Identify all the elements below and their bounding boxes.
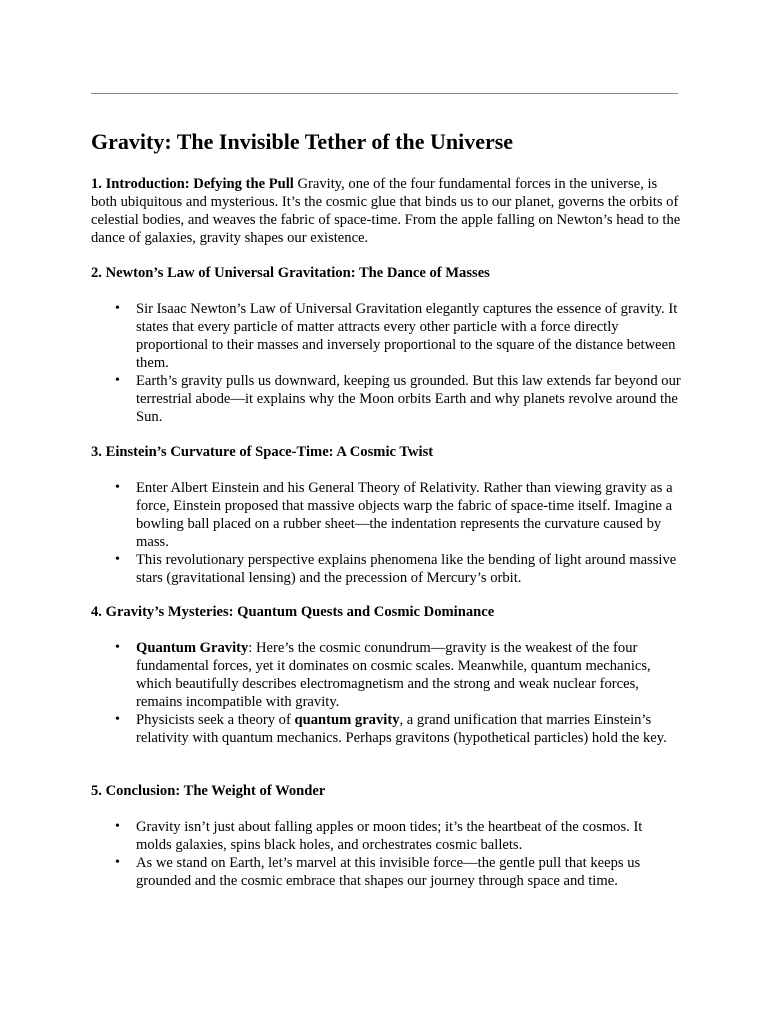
- list-item: [91, 711, 681, 747]
- intro-heading: 1. Introduction: Defying the Pull: [91, 176, 294, 192]
- intro-text: Gravity, one of the four fundamental forces in the universe, is both ubiquitous and mysterious. It’s the cosmic glue that binds us to our planet, governs the orbits of celestial bodies, and weaves the fabric of space-time. From the apple falling on Newton’s head to the dance of galaxies, gravity shapes our existence.: [91, 176, 681, 246]
- document-title: Gravity: The Invisible Tether of the Universe: [91, 129, 514, 154]
- item-text: : Here’s the cosmic conundrum—gravity is the weakest of the four fundamental forces, yet it dominates on cosmic scales. Meanwhile, quantum mechanics, which beautifully describes electromagnetism and the strong and weak nuclear forces, remains incompatible with gravity.: [136, 640, 651, 710]
- top-horizontal-rule: [91, 93, 678, 94]
- section-heading: 3. Einstein’s Curvature of Space-Time: A Cosmic Twist: [91, 444, 434, 460]
- section-heading: 4. Gravity’s Mysteries: Quantum Quests and Cosmic Dominance: [91, 604, 495, 620]
- list-item: • Earth’s gravity pulls us downward, keeping us grounded. But this law extends far beyond our terrestrial abode—it explains why the Moon orbits Earth and why planets revolve around the Sun.: [91, 372, 681, 426]
- section-mysteries: [91, 603, 681, 747]
- list-item: • This revolutionary perspective explains phenomena like the bending of light around massive stars (gravitational lensing) and the precession of Mercury’s orbit.: [91, 551, 681, 587]
- list-item: • As we stand on Earth, let’s marvel at this invisible force—the gentle pull that keeps us grounded and the cosmic embrace that shapes our journey through space and time.: [91, 854, 681, 890]
- item-text: , a grand unification that marries Einstein’s relativity with quantum mechanics. Perhaps gravitons (hypothetical particles) hold the key.: [136, 712, 667, 746]
- bold-term: quantum gravity: [294, 712, 400, 728]
- bullet-list: [91, 818, 681, 890]
- bullet-list: [91, 639, 681, 747]
- bold-term: Quantum Gravity: [136, 640, 249, 656]
- section-einstein: [91, 443, 681, 587]
- section-heading: 2. Newton’s Law of Universal Gravitation: The Dance of Masses: [91, 265, 490, 281]
- section-heading: 5. Conclusion: The Weight of Wonder: [91, 783, 326, 799]
- bullet-list: [91, 300, 681, 426]
- list-item: • Gravity isn’t just about falling apples or moon tides; it’s the heartbeat of the cosmos. It molds galaxies, spins black holes, and orchestrates cosmic ballets.: [91, 818, 681, 854]
- item-text: Physicists seek a theory of: [136, 712, 295, 728]
- list-item: • Enter Albert Einstein and his General Theory of Relativity. Rather than viewing gravity as a force, Einstein proposed that massive objects warp the fabric of space-time itself. Imagine a bowling ball placed on a rubber sheet—the indentation represents the curvature caused by mass.: [91, 479, 681, 551]
- intro-paragraph: [91, 175, 681, 247]
- list-item: • Sir Isaac Newton’s Law of Universal Gravitation elegantly captures the essence of gravity. It states that every particle of matter attracts every other particle with a force directly proportional to their masses and inversely proportional to the square of the distance between them.: [91, 300, 681, 372]
- bullet-list: [91, 479, 681, 587]
- section-conclusion: [91, 782, 681, 890]
- section-introduction: [91, 175, 681, 247]
- section-newton: [91, 264, 681, 426]
- list-item: [91, 639, 681, 711]
